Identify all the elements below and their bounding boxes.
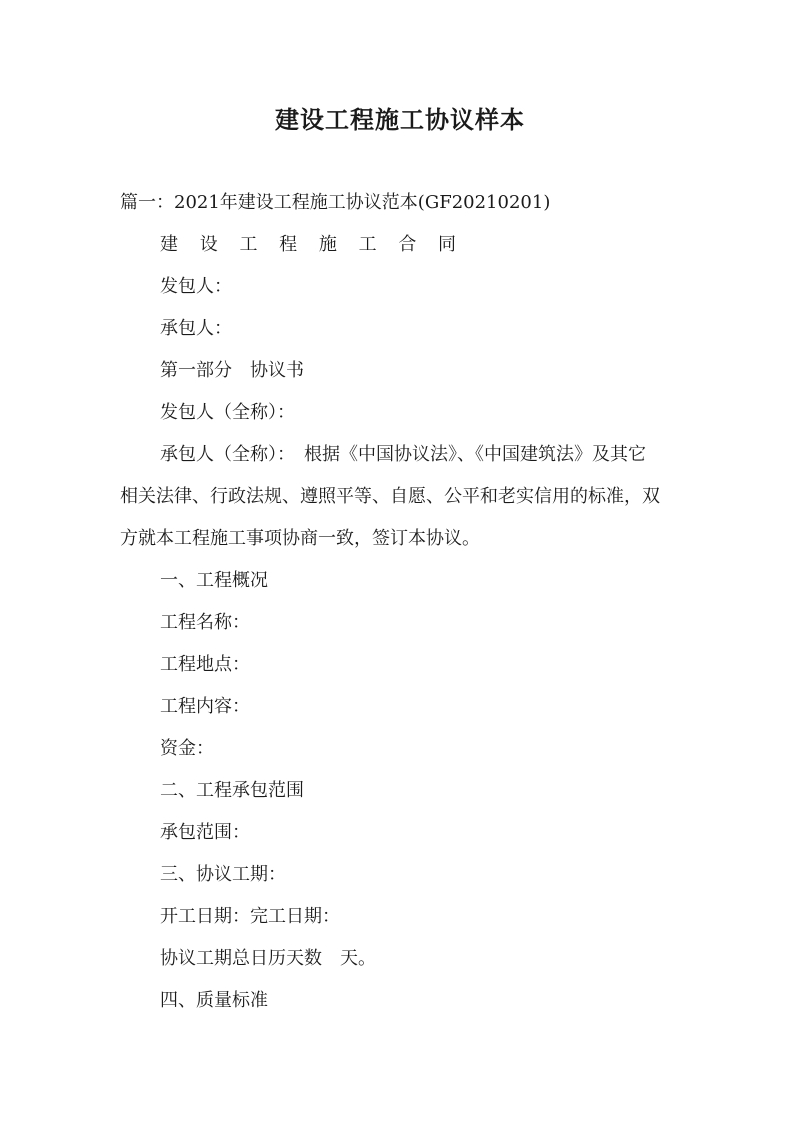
scope-line: 承包范围： <box>160 822 250 843</box>
item-4-heading: 四、质量标准 <box>160 990 268 1011</box>
document-title: 建设工程施工协议样本 <box>275 105 525 134</box>
employer-full-line: 发包人（全称）： <box>160 402 295 423</box>
contract-name: 建 设 工 程 施 工 合 同 <box>160 234 465 255</box>
item-2-heading: 二、工程承包范围 <box>160 780 304 801</box>
item-1-heading: 一、工程概况 <box>160 570 268 591</box>
project-content-line: 工程内容： <box>160 696 250 717</box>
dates-line: 开工日期：完工日期： <box>160 906 340 927</box>
funding-line: 资金： <box>160 738 214 759</box>
project-name-line: 工程名称： <box>160 612 250 633</box>
preamble-line-2: 相关法律、行政法规、遵照平等、自愿、公平和老实信用的标准，双 <box>120 486 660 507</box>
project-location-line: 工程地点： <box>160 654 250 675</box>
total-days-line: 协议工期总日历天数 天。 <box>160 948 376 969</box>
employer-line: 发包人： <box>160 276 232 297</box>
contractor-line: 承包人： <box>160 318 232 339</box>
item-3-heading: 三、协议工期： <box>160 864 286 885</box>
part-one-heading: 第一部分 协议书 <box>160 360 304 381</box>
preamble-line-1: 承包人（全称）： 根据《中国协议法》、《中国建筑法》及其它 <box>160 444 646 465</box>
section-heading: 篇一：2021年建设工程施工协议范本(GF20210201) <box>120 192 551 213</box>
preamble-line-3: 方就本工程施工事项协商一致，签订本协议。 <box>120 528 480 549</box>
